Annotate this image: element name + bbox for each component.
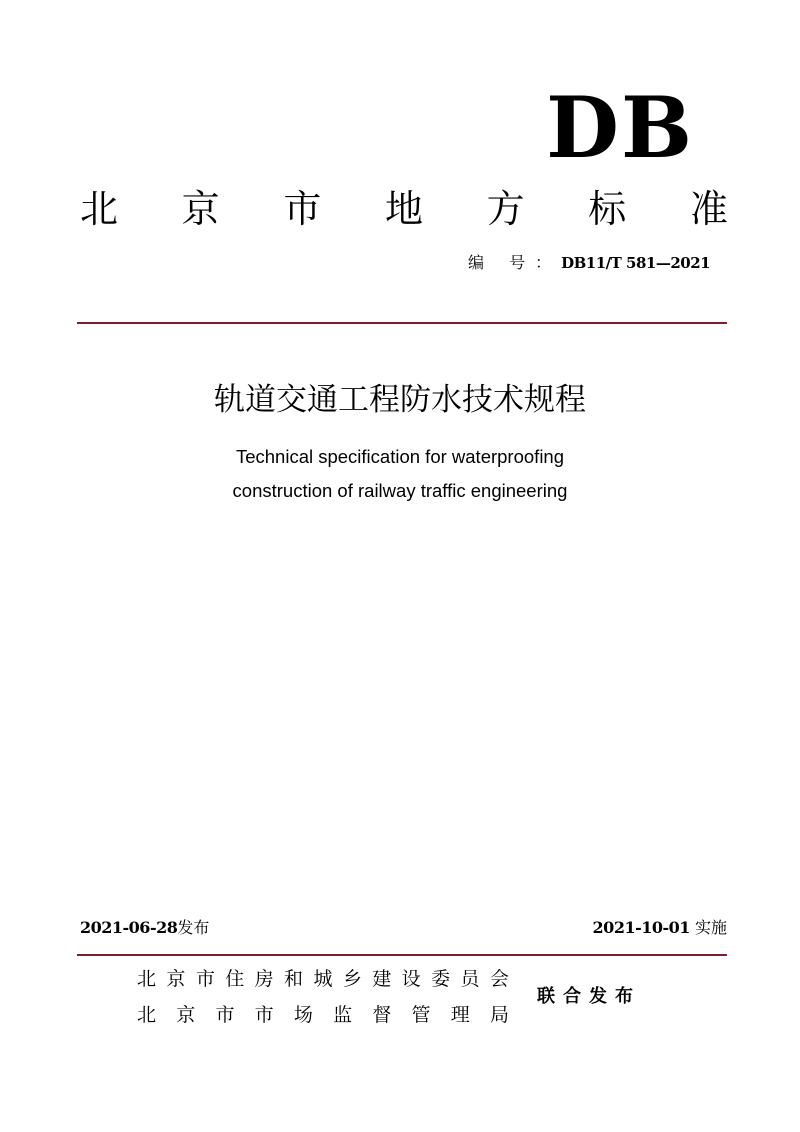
issuing-authorities bbox=[137, 970, 509, 1025]
top-divider bbox=[77, 322, 727, 324]
standard-number-label: 编 号： bbox=[468, 253, 562, 272]
standard-type-char: 方 bbox=[486, 187, 525, 231]
issuer-char: 市 bbox=[254, 1004, 274, 1026]
effective-date-value: 2021-10-01 bbox=[592, 918, 690, 937]
issuer-char: 监 bbox=[333, 1004, 353, 1026]
standard-type-heading bbox=[80, 187, 728, 231]
issuer-char: 场 bbox=[293, 1004, 313, 1026]
issuer-char: 局 bbox=[489, 1004, 509, 1026]
issuer-char: 城 bbox=[313, 968, 333, 990]
issuer-market-regulation bbox=[137, 1006, 509, 1025]
issuer-char: 京 bbox=[176, 1004, 196, 1026]
db-logo: DB bbox=[546, 78, 694, 177]
standard-type-char: 北 bbox=[80, 187, 119, 231]
issuer-char: 市 bbox=[195, 968, 215, 990]
issuer-char: 和 bbox=[284, 968, 304, 990]
issuer-char: 市 bbox=[215, 1004, 235, 1026]
issuer-char: 北 bbox=[137, 1004, 157, 1026]
standard-type-char: 京 bbox=[181, 187, 220, 231]
issuer-char: 员 bbox=[460, 968, 480, 990]
standard-number bbox=[468, 255, 710, 271]
title-english-line-2: construction of railway traffic engineering bbox=[232, 480, 568, 501]
issue-date bbox=[80, 920, 209, 936]
issuer-char: 管 bbox=[411, 1004, 431, 1026]
title-chinese: 轨道交通工程防水技术规程 bbox=[214, 382, 586, 418]
standard-type-char: 市 bbox=[283, 187, 322, 231]
issuer-char: 会 bbox=[489, 968, 509, 990]
joint-release-label: 联合发布 bbox=[537, 986, 641, 1007]
issuer-char: 乡 bbox=[342, 968, 362, 990]
effective-date bbox=[593, 920, 727, 936]
standard-type-char: 标 bbox=[588, 187, 627, 231]
title-english-line-1: Technical specification for waterproofing bbox=[235, 446, 565, 467]
issuer-char: 房 bbox=[254, 968, 274, 990]
issue-date-value: 2021-06-28 bbox=[80, 918, 178, 937]
issuer-char: 理 bbox=[450, 1004, 470, 1026]
issuer-char: 建 bbox=[372, 968, 392, 990]
standard-number-value: DB11/T 581—2021 bbox=[561, 254, 711, 272]
issuer-housing-commission bbox=[137, 970, 509, 989]
bottom-divider bbox=[77, 954, 727, 956]
issuer-char: 委 bbox=[431, 968, 451, 990]
standard-type-char: 地 bbox=[384, 187, 423, 231]
standard-type-char: 准 bbox=[689, 187, 728, 231]
effective-date-suffix: 实施 bbox=[694, 918, 727, 937]
issuer-char: 设 bbox=[401, 968, 421, 990]
title-english bbox=[0, 440, 800, 508]
issuer-char: 督 bbox=[372, 1004, 392, 1026]
issuer-char: 住 bbox=[225, 968, 245, 990]
issuer-char: 北 bbox=[137, 968, 157, 990]
issue-date-suffix: 发布 bbox=[177, 918, 210, 937]
issuer-char: 京 bbox=[166, 968, 186, 990]
